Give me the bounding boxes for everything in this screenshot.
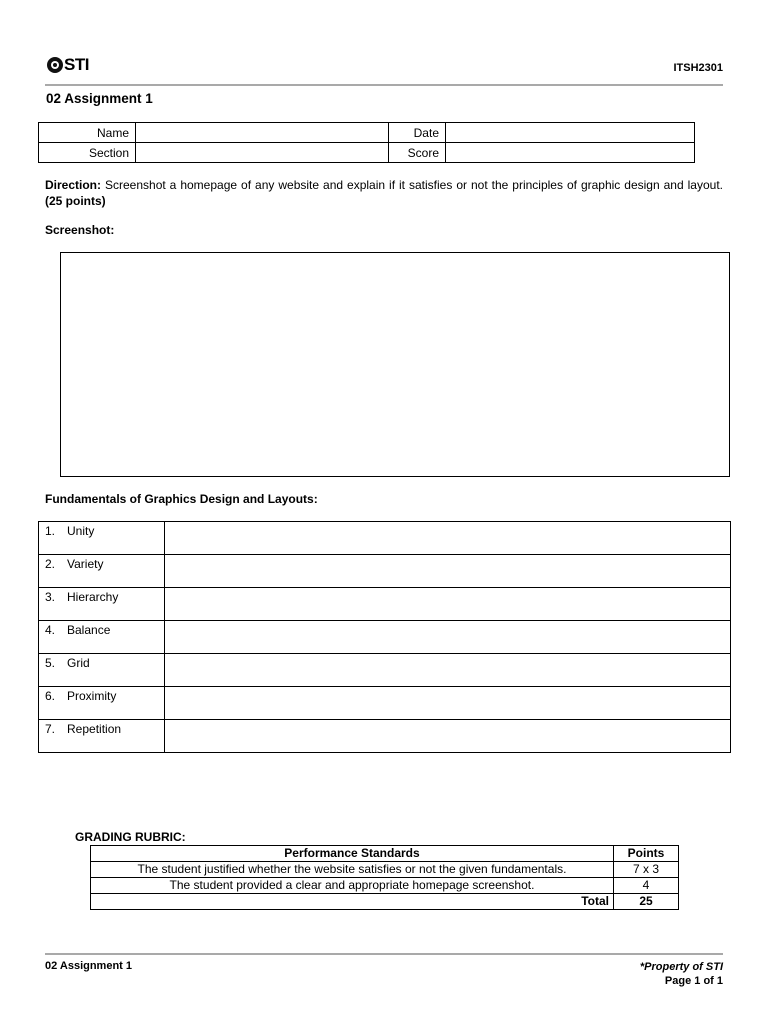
screenshot-label: Screenshot:	[45, 223, 115, 237]
header-divider	[45, 84, 723, 86]
section-label: Section	[39, 143, 136, 163]
table-row	[39, 720, 731, 753]
direction-label: Direction:	[45, 178, 102, 192]
fundamental-name: 1. Unity	[39, 522, 165, 555]
table-row	[39, 588, 731, 621]
points-cell: 4	[614, 878, 679, 894]
fundamentals-table	[38, 521, 731, 753]
date-label: Date	[389, 123, 446, 143]
sti-logo-icon	[47, 57, 63, 73]
sti-logo	[47, 55, 89, 75]
points-cell: 7 x 3	[614, 862, 679, 878]
points-header: Points	[614, 846, 679, 862]
fundamental-answer[interactable]	[165, 588, 731, 621]
fundamental-answer[interactable]	[165, 522, 731, 555]
fundamental-name: 4. Balance	[39, 621, 165, 654]
fundamentals-title: Fundamentals of Graphics Design and Layouts:	[45, 492, 318, 506]
direction-paragraph	[45, 177, 723, 209]
standard-cell: The student provided a clear and appropriate homepage screenshot.	[91, 878, 614, 894]
table-row	[91, 878, 679, 894]
table-row	[39, 555, 731, 588]
fundamental-answer[interactable]	[165, 555, 731, 588]
total-points: 25	[614, 894, 679, 910]
table-row	[39, 621, 731, 654]
page-title: 02 Assignment 1	[46, 91, 153, 106]
fundamental-answer[interactable]	[165, 621, 731, 654]
total-label: Total	[91, 894, 614, 910]
fundamental-name: 2. Variety	[39, 555, 165, 588]
fundamental-name: 5. Grid	[39, 654, 165, 687]
standards-header: Performance Standards	[91, 846, 614, 862]
fundamental-answer[interactable]	[165, 654, 731, 687]
fundamental-name: 3. Hierarchy	[39, 588, 165, 621]
footer-right	[640, 960, 723, 988]
score-field[interactable]	[446, 143, 695, 163]
rubric-label: GRADING RUBRIC:	[75, 830, 186, 844]
footer-title: 02 Assignment 1	[45, 960, 133, 972]
logo-text: STI	[64, 55, 89, 74]
property-notice: *Property of STI	[639, 961, 723, 973]
score-label: Score	[389, 143, 446, 163]
fundamental-answer[interactable]	[165, 687, 731, 720]
fundamental-answer[interactable]	[165, 720, 731, 753]
grading-rubric-table	[90, 845, 679, 910]
table-row	[39, 143, 695, 163]
footer-divider	[45, 953, 723, 955]
student-info-table	[38, 122, 695, 163]
direction-text: Screenshot a homepage of any website and explain if it satisfies or not the principles of graphic design and layout.	[105, 178, 723, 192]
table-row	[39, 654, 731, 687]
page-number: Page 1 of 1	[664, 975, 723, 987]
name-field[interactable]	[136, 123, 389, 143]
standard-cell: The student justified whether the website satisfies or not the given fundamentals.	[91, 862, 614, 878]
table-row	[91, 894, 679, 910]
fundamental-name: 7. Repetition	[39, 720, 165, 753]
fundamental-name: 6. Proximity	[39, 687, 165, 720]
name-label: Name	[39, 123, 136, 143]
table-row	[39, 123, 695, 143]
table-row	[39, 522, 731, 555]
table-header-row	[91, 846, 679, 862]
table-row	[39, 687, 731, 720]
section-field[interactable]	[136, 143, 389, 163]
course-code: ITSH2301	[673, 62, 723, 74]
direction-points: (25 points)	[45, 194, 106, 208]
table-row	[91, 862, 679, 878]
date-field[interactable]	[446, 123, 695, 143]
screenshot-box[interactable]	[60, 252, 730, 477]
